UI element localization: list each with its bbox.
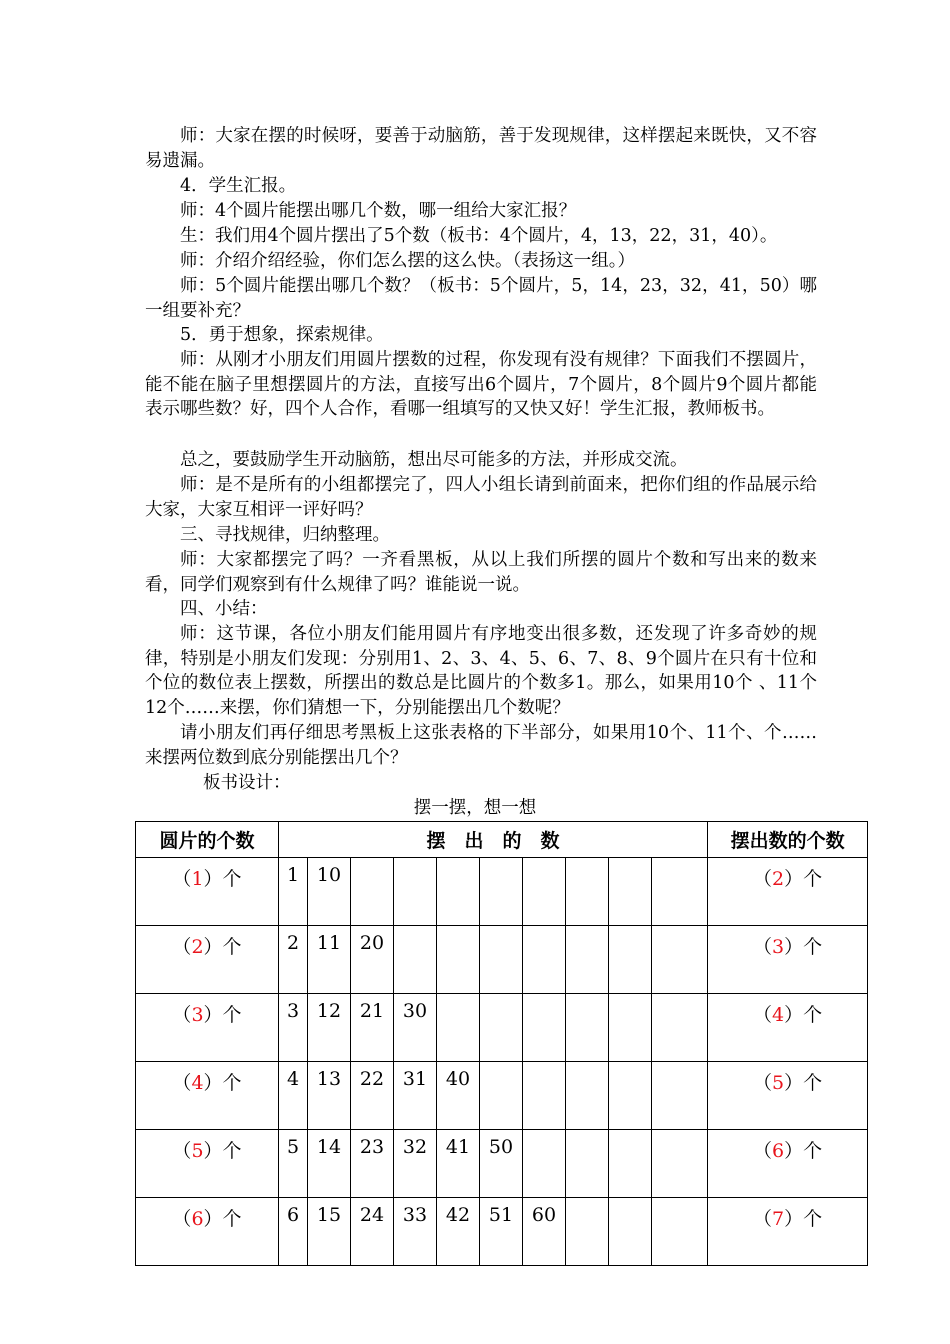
- unit-label: 个: [222, 868, 242, 890]
- number-cell: 11: [308, 926, 351, 994]
- number-cell: [652, 994, 708, 1062]
- table-row: [136, 1130, 868, 1198]
- number-cell: 23: [351, 1130, 394, 1198]
- circle-count: 6: [191, 1208, 204, 1230]
- number-cell: 40: [437, 1062, 480, 1130]
- number-cell: [566, 1130, 609, 1198]
- number-cell: [652, 858, 708, 926]
- paragraph: 生：我们用4个圆片摆出了5个数（板书：4个圆片，4，13，22，31，40）。: [180, 226, 778, 246]
- number-total: 5: [772, 1072, 785, 1094]
- number-cell: [609, 926, 652, 994]
- number-total: 7: [772, 1208, 785, 1230]
- paragraph: 板书设计：: [203, 773, 291, 793]
- number-cell: [566, 858, 609, 926]
- board-design-table: [135, 821, 868, 1266]
- number-cell: [566, 1062, 609, 1130]
- unit-label: 个: [803, 1072, 823, 1094]
- number-cell: 15: [308, 1198, 351, 1266]
- unit-label: 个: [222, 1004, 242, 1026]
- table-caption: 摆一摆，想一想: [413, 798, 537, 818]
- table-row: [136, 1062, 868, 1130]
- number-cell: [609, 858, 652, 926]
- close-paren: ）: [203, 1072, 223, 1094]
- number-cell: [394, 858, 437, 926]
- open-paren: （: [172, 1072, 192, 1094]
- number-cell: [480, 1062, 523, 1130]
- paragraph: 师：从刚才小朋友们用圆片摆数的过程，你发现有没有规律？下面我们不摆圆片，能不能在脑子里想摆圆片的方法，直接写出6个圆片，7个圆片，8个圆片9个圆片都能表示哪些数？好，四个人合作，看哪一组填写的又快又好！学生汇报，教师板书。: [145, 350, 817, 420]
- number-cell: 41: [437, 1130, 480, 1198]
- number-cell: 20: [351, 926, 394, 994]
- total-cell: [708, 858, 868, 926]
- number-cell: 60: [523, 1198, 566, 1266]
- paragraph: 总之，要鼓励学生开动脑筋，想出尽可能多的方法，并形成交流。: [180, 450, 688, 470]
- open-paren: （: [172, 1004, 192, 1026]
- number-cell: [652, 1062, 708, 1130]
- number-cell: 6: [279, 1198, 308, 1266]
- paragraph: 5．勇于想象，探索规律。: [180, 325, 384, 345]
- close-paren: ）: [784, 868, 804, 890]
- close-paren: ）: [203, 1208, 223, 1230]
- total-cell: [708, 994, 868, 1062]
- open-paren: （: [753, 1140, 773, 1162]
- number-cell: [480, 858, 523, 926]
- count-cell: [136, 1198, 279, 1266]
- number-cell: 51: [480, 1198, 523, 1266]
- count-cell: [136, 1062, 279, 1130]
- number-cell: [609, 1198, 652, 1266]
- number-cell: [523, 994, 566, 1062]
- number-cell: [652, 1130, 708, 1198]
- number-cell: 1: [279, 858, 308, 926]
- number-cell: [480, 994, 523, 1062]
- number-cell: 22: [351, 1062, 394, 1130]
- number-cell: [566, 1198, 609, 1266]
- paragraph: 师：大家在摆的时候呀，要善于动脑筋，善于发现规律，这样摆起来既快，又不容易遗漏。: [145, 126, 817, 171]
- number-total: 2: [772, 868, 785, 890]
- unit-label: 个: [803, 868, 823, 890]
- paragraph: 4．学生汇报。: [180, 176, 297, 196]
- close-paren: ）: [784, 1140, 804, 1162]
- open-paren: （: [753, 936, 773, 958]
- open-paren: （: [172, 1140, 192, 1162]
- number-cell: [609, 1062, 652, 1130]
- paragraph: 师：4个圆片能摆出哪几个数，哪一组给大家汇报？: [180, 201, 577, 221]
- number-cell: 14: [308, 1130, 351, 1198]
- number-cell: 24: [351, 1198, 394, 1266]
- number-cell: [523, 1130, 566, 1198]
- unit-label: 个: [222, 936, 242, 958]
- table-row: [136, 858, 868, 926]
- close-paren: ）: [203, 936, 223, 958]
- number-cell: 33: [394, 1198, 437, 1266]
- close-paren: ）: [784, 1004, 804, 1026]
- number-cell: 32: [394, 1130, 437, 1198]
- close-paren: ）: [203, 868, 223, 890]
- number-cell: [394, 926, 437, 994]
- open-paren: （: [172, 1208, 192, 1230]
- close-paren: ）: [203, 1004, 223, 1026]
- number-total: 4: [772, 1004, 785, 1026]
- header-count: 圆片的个数: [136, 822, 279, 858]
- table-row: [136, 994, 868, 1062]
- close-paren: ）: [784, 936, 804, 958]
- unit-label: 个: [803, 936, 823, 958]
- number-cell: 30: [394, 994, 437, 1062]
- number-cell: [437, 858, 480, 926]
- total-cell: [708, 1130, 868, 1198]
- number-cell: 50: [480, 1130, 523, 1198]
- table-row: [136, 1198, 868, 1266]
- number-cell: 3: [279, 994, 308, 1062]
- total-cell: [708, 1062, 868, 1130]
- number-cell: [652, 1198, 708, 1266]
- header-numbers: 摆 出 的 数: [279, 822, 708, 858]
- open-paren: （: [753, 1208, 773, 1230]
- close-paren: ）: [784, 1072, 804, 1094]
- number-cell: [437, 994, 480, 1062]
- number-cell: 12: [308, 994, 351, 1062]
- count-cell: [136, 926, 279, 994]
- number-cell: 2: [279, 926, 308, 994]
- number-cell: [609, 1130, 652, 1198]
- open-paren: （: [753, 1072, 773, 1094]
- number-cell: [523, 858, 566, 926]
- number-cell: [566, 926, 609, 994]
- circle-count: 3: [191, 1004, 204, 1026]
- number-total: 6: [772, 1140, 785, 1162]
- paragraph: 师：介绍介绍经验，你们怎么摆的这么快。（表扬这一组。）: [180, 251, 635, 271]
- number-cell: 5: [279, 1130, 308, 1198]
- total-cell: [708, 926, 868, 994]
- unit-label: 个: [803, 1208, 823, 1230]
- number-cell: [351, 858, 394, 926]
- number-cell: [480, 926, 523, 994]
- paragraph: 师：5个圆片能摆出哪几个数？（板书：5个圆片，5，14，23，32，41，50）哪一组要补充？: [145, 276, 817, 321]
- open-paren: （: [753, 868, 773, 890]
- paragraph: 三、寻找规律，归纳整理。: [180, 525, 390, 545]
- unit-label: 个: [803, 1004, 823, 1026]
- unit-label: 个: [222, 1208, 242, 1230]
- paragraph: 请小朋友们再仔细思考黑板上这张表格的下半部分，如果用10个、11个、个……来摆两位数到底分别能摆出几个？: [145, 723, 817, 768]
- open-paren: （: [172, 868, 192, 890]
- unit-label: 个: [222, 1072, 242, 1094]
- number-cell: [523, 1062, 566, 1130]
- close-paren: ）: [203, 1140, 223, 1162]
- paragraph: 四、小结：: [180, 599, 268, 619]
- header-total: 摆出数的个数: [708, 822, 868, 858]
- paragraph: 师：是不是所有的小组都摆完了，四人小组长请到前面来，把你们组的作品展示给大家，大家互相评一评好吗？: [145, 475, 817, 520]
- count-cell: [136, 1130, 279, 1198]
- paragraph: 师：这节课，各位小朋友们能用圆片有序地变出很多数，还发现了许多奇妙的规律，特别是小朋友们发现：分别用1、2、3、4、5、6、7、8、9个圆片在只有十位和个位的数位表上摆数，所摆出的数总是比圆片的个数多1。那么，如果用10个 、11个12个……来摆，你们猜想一下，分别能摆出几个数呢？: [145, 624, 817, 719]
- circle-count: 2: [191, 936, 204, 958]
- number-cell: [652, 926, 708, 994]
- unit-label: 个: [222, 1140, 242, 1162]
- number-cell: 13: [308, 1062, 351, 1130]
- number-cell: [566, 994, 609, 1062]
- circle-count: 4: [191, 1072, 204, 1094]
- table-header-row: [136, 822, 868, 858]
- circle-count: 1: [191, 868, 204, 890]
- number-cell: 31: [394, 1062, 437, 1130]
- count-cell: [136, 858, 279, 926]
- number-cell: 42: [437, 1198, 480, 1266]
- circle-count: 5: [191, 1140, 204, 1162]
- unit-label: 个: [803, 1140, 823, 1162]
- count-cell: [136, 994, 279, 1062]
- table-row: [136, 926, 868, 994]
- table-body: [136, 858, 868, 1266]
- number-total: 3: [772, 936, 785, 958]
- paragraph: 师：大家都摆完了吗？一齐看黑板，从以上我们所摆的圆片个数和写出来的数来看，同学们观察到有什么规律了吗？谁能说一说。: [145, 550, 817, 595]
- total-cell: [708, 1198, 868, 1266]
- number-cell: 21: [351, 994, 394, 1062]
- number-cell: 10: [308, 858, 351, 926]
- close-paren: ）: [784, 1208, 804, 1230]
- number-cell: [437, 926, 480, 994]
- open-paren: （: [172, 936, 192, 958]
- number-cell: [523, 926, 566, 994]
- number-cell: 4: [279, 1062, 308, 1130]
- open-paren: （: [753, 1004, 773, 1026]
- number-cell: [609, 994, 652, 1062]
